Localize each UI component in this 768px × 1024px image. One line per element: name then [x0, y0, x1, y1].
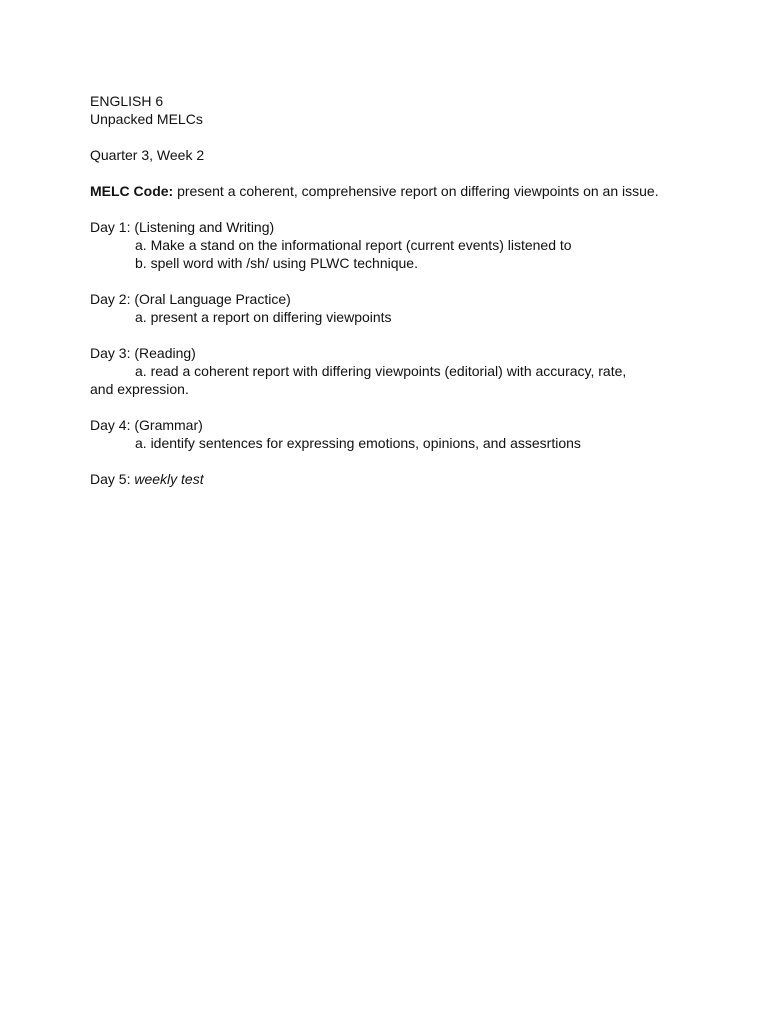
- spacer: [90, 272, 680, 290]
- document-subtitle: Unpacked MELCs: [90, 111, 203, 127]
- day-5-note: weekly test: [134, 471, 204, 487]
- spacer: [90, 452, 680, 470]
- day-1-item-b: b. spell word with /sh/ using PLWC technique.: [135, 255, 418, 271]
- spacer: [90, 164, 680, 182]
- day-5-line: [90, 470, 680, 488]
- spacer: [90, 326, 680, 344]
- melc-code-paragraph: [90, 182, 680, 200]
- melc-code-label: MELC Code:: [90, 183, 174, 199]
- document-page: [90, 92, 680, 488]
- day-3-item-a: a. read a coherent report with differing viewpoints (editorial) with accuracy, rate,: [135, 363, 627, 379]
- quarter-week: Quarter 3, Week 2: [90, 147, 205, 163]
- spacer: [90, 200, 680, 218]
- day-2-label: Day 2: (Oral Language Practice): [90, 291, 291, 307]
- day-3-label: Day 3: (Reading): [90, 345, 196, 361]
- melc-code-text: present a coherent, comprehensive report on differing viewpoints on an issue.: [173, 183, 659, 199]
- day-2-item-a: a. present a report on differing viewpoints: [135, 309, 392, 325]
- day-1-label: Day 1: (Listening and Writing): [90, 219, 275, 235]
- day-5-label: Day 5:: [90, 471, 135, 487]
- day-3-item-a-continued: and expression.: [90, 381, 189, 397]
- spacer: [90, 398, 680, 416]
- day-4-label: Day 4: (Grammar): [90, 417, 203, 433]
- day-1-item-a: a. Make a stand on the informational report (current events) listened to: [135, 237, 572, 253]
- day-4-item-a: a. identify sentences for expressing emotions, opinions, and assesrtions: [135, 435, 581, 451]
- subject-heading: ENGLISH 6: [90, 93, 164, 109]
- spacer: [90, 128, 680, 146]
